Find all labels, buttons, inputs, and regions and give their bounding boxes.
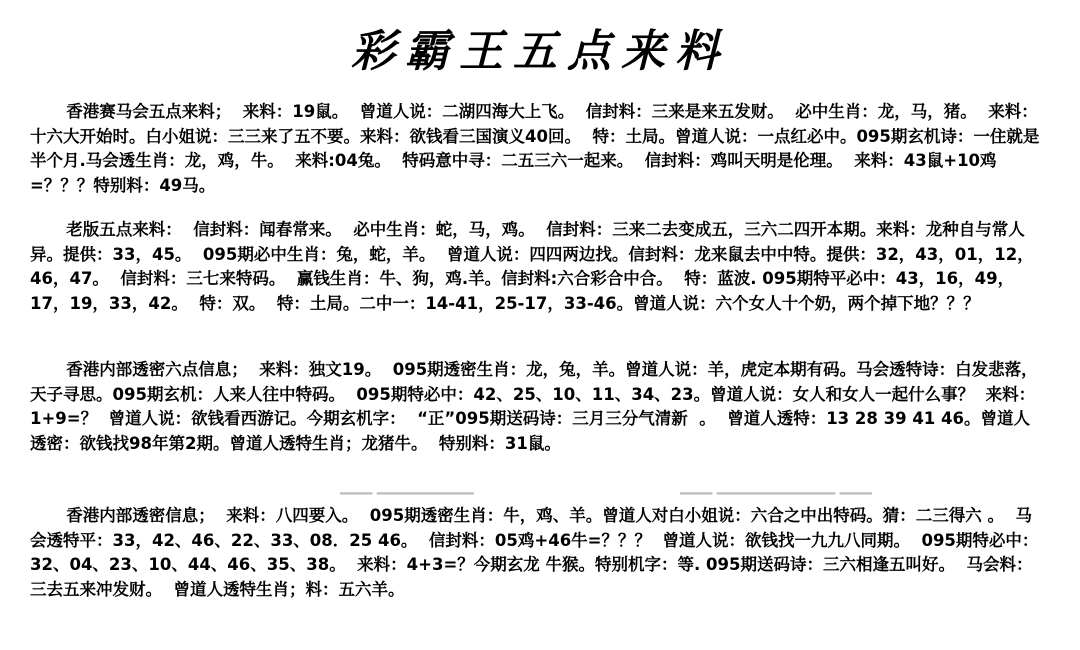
- scan-artifact-left: ▁▁▁ ▁▁▁▁▁▁▁▁▁: [340, 479, 474, 495]
- page-title: 彩霸王五点来料: [351, 26, 729, 77]
- section-inside-secret-info: 香港内部透密信息； 来料：八四要入。 095期透密生肖：牛，鸡、羊。曾道人对白小姐说：六合之中出特码。猜：二三得六 。 马会透特平：33，42、46、22、33、08．25 46。 信封料：05鸡+46牛=？？？ 曾道人说：欲钱找一九九八同期。 095期特必中：32、04、23、10、44、46、35、38。 来料：4+3=？今期玄龙 牛猴。特别机字：等. 095期送码诗：三六相逢五叫好。 马会料：三去五来冲发财。 曾道人透特生肖；料：五六羊。: [30, 506, 1039, 599]
- section-five-point-data: 香港赛马会五点来料； 来料：19鼠。 曾道人说：二湖四海大上飞。 信封料：三来是来五发财。 必中生肖：龙，马，猪。 来料：十六大开始时。白小姐说：三三来了五不要。来料：欲钱看三国演义40回。 特：土局。曾道人说：一点红必中。095期玄机诗：一住就是半个月.马会透生肖：龙，鸡，牛。 来料:04兔。 特码意中寻：二五三六一起来。 信封料：鸡叫天明是伦理。 来料：43鼠+10鸡=？？？特别料：49马。: [30, 102, 1040, 195]
- section-old-version-data: 老版五点来料： 信封料：闻春常来。 必中生肖：蛇，马，鸡。 信封料：三来二去变成五，三六二四开本期。来料：龙种自与常人异。提供：33，45。 095期必中生肖：兔，蛇，羊。 曾道人说：四四两边找。信封料：龙来鼠去中中特。提供：32，43，01，12，46，47。 信封料：三七来特码。 赢钱生肖：牛、狗，鸡.羊。信封料:六合彩合中合。 特：蓝波. 095期特平必中：43，16，49，17，19，33，42。 特：双。 特：土局。二中一：14-41，25-17，33-46。曾道人说：六个女人十个奶，两个掉下地？？？: [30, 220, 1034, 313]
- scan-artifact-right: ▁▁▁ ▁▁▁▁▁▁▁▁▁▁▁ ▁▁▁: [680, 479, 872, 495]
- section-inside-six-point: 香港内部透密六点信息； 来料：独文19。 095期透密生肖：龙，兔，羊。曾道人说：羊，虎定本期有码。马会透特诗：白发悲落，天子寻思。095期玄机：人来人往中特码。 095期特必中：42、25、10、11、34、23。曾道人说：女人和女人一起什么事？ 来料：1+9=？ 曾道人说：欲钱看西游记。今期玄机字： “正”095期送码诗：三月三分气清新 。 曾道人透特：13 28 39 41 46。曾道人透密：欲钱找98年第2期。曾道人透特生肖；龙猪牛。 特别料：31鼠。: [30, 360, 1038, 453]
